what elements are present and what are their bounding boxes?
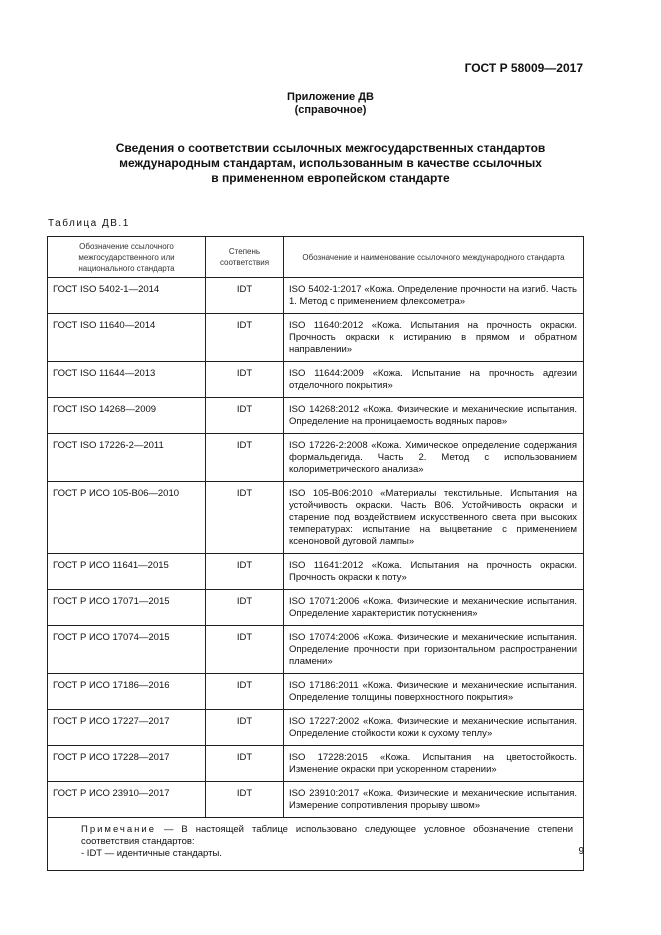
table-note-row (48, 818, 584, 871)
reference-cell: ISO 17228:2015 «Кожа. Испытания на цветостойкость. Изменение окраски при ускоренном старении» (284, 746, 584, 782)
appendix-title: Приложение ДВ (287, 91, 374, 103)
reference-cell: ISO 23910:2017 «Кожа. Физические и механические испытания. Измерение сопротивления прорыву швом» (284, 782, 584, 818)
document-title-line: в примененном европейском стандарте (211, 171, 450, 185)
standard-cell: ГОСТ ISO 14268—2009 (48, 398, 206, 434)
reference-cell: ISO 17186:2011 «Кожа. Физические и механические испытания. Определение толщины поверхностного покрытия» (284, 674, 584, 710)
standard-cell: ГОСТ ISO 11644—2013 (48, 362, 206, 398)
reference-cell: ISO 11644:2009 «Кожа. Испытание на прочность адгезии отделочного покрытия» (284, 362, 584, 398)
reference-cell: ISO 14268:2012 «Кожа. Физические и механические испытания. Определение на проницаемость водяных паров» (284, 398, 584, 434)
table-row (48, 590, 584, 626)
table-caption: Таблица ДВ.1 (48, 218, 130, 229)
degree-cell: IDT (206, 398, 284, 434)
degree-cell: IDT (206, 746, 284, 782)
degree-cell: IDT (206, 626, 284, 674)
standard-cell: ГОСТ Р ИСО 11641—2015 (48, 554, 206, 590)
reference-cell: ISO 105-B06:2010 «Материалы текстильные. Испытания на устойчивость окраски. Часть В06. Устойчивость окраски и старение под воздействием искусственного света при высоких температурах: испытание на выцветание с применением ксеноновой дуговой лампы» (284, 482, 584, 554)
document-title-line: Сведения о соответствии ссылочных межгосударственных стандартов (115, 141, 546, 155)
standard-cell: ГОСТ ISO 5402-1—2014 (48, 278, 206, 314)
degree-cell: IDT (206, 314, 284, 362)
correspondence-table (47, 236, 584, 871)
standard-cell: ГОСТ Р ИСО 17227—2017 (48, 710, 206, 746)
document-title-line: международным стандартам, использованным в качестве ссылочных (119, 156, 542, 170)
header-degree: Степень соответствия (206, 237, 284, 278)
table-header-row (48, 237, 584, 278)
degree-cell: IDT (206, 554, 284, 590)
header-standard: Обозначение ссылочного межгосударственного или национального стандарта (48, 237, 206, 278)
standard-cell: ГОСТ Р ИСО 17074—2015 (48, 626, 206, 674)
standard-code: ГОСТ Р 58009—2017 (464, 61, 583, 75)
degree-cell: IDT (206, 482, 284, 554)
degree-cell: IDT (206, 590, 284, 626)
degree-cell: IDT (206, 278, 284, 314)
table-note (48, 818, 584, 871)
degree-cell: IDT (206, 674, 284, 710)
page-number: 9 (578, 846, 584, 857)
table-row (48, 362, 584, 398)
reference-cell: ISO 5402-1:2017 «Кожа. Определение прочности на изгиб. Часть 1. Метод с применением флексометра» (284, 278, 584, 314)
table-row (48, 710, 584, 746)
table-row (48, 398, 584, 434)
appendix-heading (0, 91, 661, 117)
standard-cell: ГОСТ Р ИСО 17071—2015 (48, 590, 206, 626)
reference-cell: ISO 17226-2:2008 «Кожа. Химическое определение содержания формальдегида. Часть 2. Метод с использованием колориметрического анализа» (284, 434, 584, 482)
degree-cell: IDT (206, 434, 284, 482)
standard-cell: ГОСТ Р ИСО 105-В06—2010 (48, 482, 206, 554)
header-reference: Обозначение и наименование ссылочного международного стандарта (284, 237, 584, 278)
standard-cell: ГОСТ ISO 17226-2—2011 (48, 434, 206, 482)
standard-cell: ГОСТ Р ИСО 23910—2017 (48, 782, 206, 818)
note-text: — В настоящей таблице использовано следующее условное обозначение степени соответствия стандартов: (81, 824, 573, 847)
degree-cell: IDT (206, 362, 284, 398)
table-row (48, 674, 584, 710)
table-row (48, 482, 584, 554)
standard-cell: ГОСТ ISO 11640—2014 (48, 314, 206, 362)
reference-cell: ISO 17071:2006 «Кожа. Физические и механические испытания. Определение характеристик потускнения» (284, 590, 584, 626)
reference-cell: ISO 17227:2002 «Кожа. Физические и механические испытания. Определение стойкости кожи к сухому теплу» (284, 710, 584, 746)
table-row (48, 434, 584, 482)
reference-cell: ISO 11641:2012 «Кожа. Испытания на прочность окраски. Прочность окраски к поту» (284, 554, 584, 590)
table-row (48, 278, 584, 314)
table-row (48, 746, 584, 782)
standard-cell: ГОСТ Р ИСО 17228—2017 (48, 746, 206, 782)
reference-cell: ISO 17074:2006 «Кожа. Физические и механические испытания. Определение прочности при горизонтальном распространении пламени» (284, 626, 584, 674)
table-row (48, 554, 584, 590)
table-row (48, 782, 584, 818)
table-row (48, 626, 584, 674)
degree-cell: IDT (206, 710, 284, 746)
document-title (100, 141, 561, 186)
degree-cell: IDT (206, 782, 284, 818)
table-row (48, 314, 584, 362)
note-label: Примечание (81, 824, 156, 835)
note-item: - IDT — идентичные стандарты. (81, 848, 222, 859)
appendix-subtitle: (справочное) (294, 104, 367, 116)
standard-cell: ГОСТ Р ИСО 17186—2016 (48, 674, 206, 710)
reference-cell: ISO 11640:2012 «Кожа. Испытания на прочность окраски. Прочность окраски к истиранию в прямом и обратном направлении» (284, 314, 584, 362)
